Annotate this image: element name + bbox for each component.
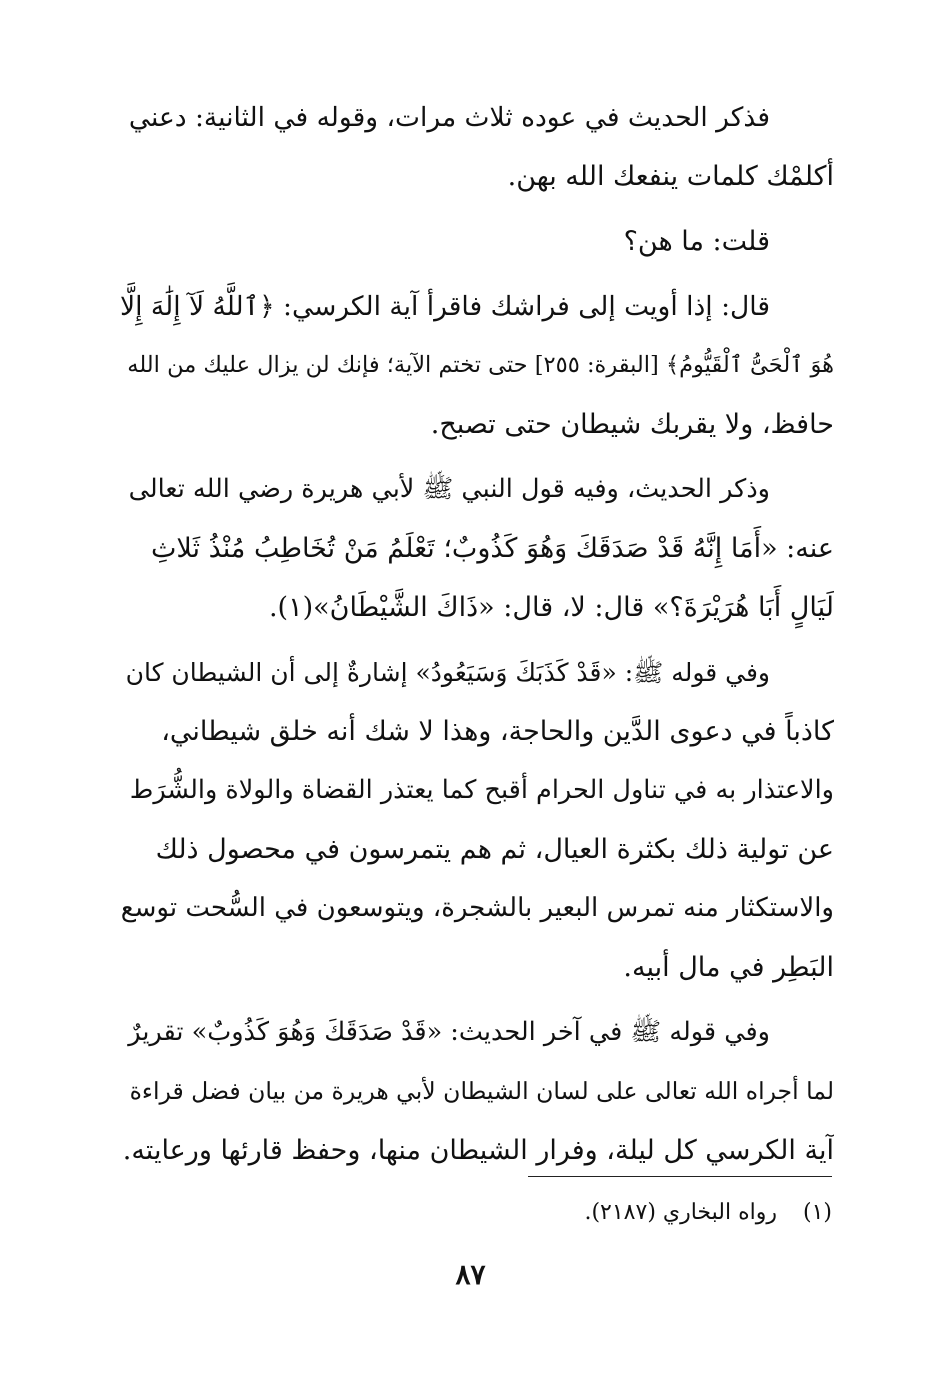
text-line: عن تولية ذلك بكثرة العيال، ثم هم يتمرسون في محصول ذلك bbox=[155, 834, 834, 865]
paragraph bbox=[118, 212, 834, 271]
paragraph bbox=[118, 643, 834, 997]
text-line: عنه: «أَمَا إِنَّهُ قَدْ صَدَقَكَ وَهُوَ كَذُوبٌ؛ تَعْلَمُ مَنْ تُخَاطِبُ مُنْذُ ثَلاثِ bbox=[150, 533, 834, 564]
footnote bbox=[400, 1196, 832, 1230]
text-line: وفي قوله ﷺ: «قَدْ كَذَبَكَ وَسَيَعُودُ» إشارةٌ إلى أن الشيطان كان bbox=[125, 658, 770, 687]
text-line: حافظ، ولا يقربك شيطان حتى تصبح. bbox=[430, 409, 834, 440]
text-line: وفي قوله ﷺ في آخر الحديث: «قَدْ صَدَقَكَ وَهُوَ كَذُوبٌ» تقريرٌ bbox=[128, 1017, 770, 1047]
text-line: هُوَ ٱلْحَىُّ ٱلْقَيُّومُ﴾ [البقرة: ٢٥٥] حتى تختم الآية؛ فإنك لن يزال عليك من الله bbox=[127, 352, 834, 378]
footnote-text: رواه البخاري (٢١٨٧). bbox=[584, 1200, 777, 1225]
text-line: قال: إذا أويت إلى فراشك فاقرأ آية الكرسي: ﴿ٱللَّهُ لَآ إِلَٰهَ إِلَّا bbox=[120, 291, 770, 322]
paragraph bbox=[118, 460, 834, 637]
main-text bbox=[118, 88, 834, 1180]
page-number: ٨٧ bbox=[455, 1258, 486, 1291]
paragraph bbox=[118, 88, 834, 206]
paragraph bbox=[118, 277, 834, 454]
text-line: فذكر الحديث في عوده ثلاث مرات، وقوله في الثانية: دعني bbox=[128, 102, 770, 133]
text-line: لما أجراه الله تعالى على لسان الشيطان لأبي هريرة من بيان فضل قراءة bbox=[129, 1077, 834, 1105]
paragraph bbox=[118, 1003, 834, 1180]
text-line: كاذباً في دعوى الدَّين والحاجة، وهذا لا شك أنه خلق شيطاني، bbox=[161, 716, 834, 747]
footnote-number: (١) bbox=[802, 1200, 832, 1225]
text-line: وذكر الحديث، وفيه قول النبي ﷺ لأبي هريرة رضي الله تعالى bbox=[128, 474, 770, 504]
text-line: قلت: ما هن؟ bbox=[623, 226, 770, 257]
text-line: البَطِر في مال أبيه. bbox=[623, 952, 834, 983]
text-line: أكلمْك كلمات ينفعك الله بهن. bbox=[507, 161, 834, 192]
footnote-separator bbox=[528, 1176, 832, 1177]
text-line: آية الكرسي كل ليلة، وفرار الشيطان منها، وحفظ قارئها ورعايته. bbox=[122, 1135, 834, 1166]
text-line: لَيَالٍ أَبَا هُرَيْرَةَ؟» قال: لا، قال: «ذَاكَ الشَّيْطَانُ»(١). bbox=[268, 592, 834, 623]
text-line: والاعتذار به في تناول الحرام أقبح كما يعتذر القضاة والولاة والشُّرَط bbox=[129, 775, 834, 805]
text-line: والاستكثار منه تمرس البعير بالشجرة، ويتوسعون في السُّحت توسع bbox=[120, 893, 834, 923]
